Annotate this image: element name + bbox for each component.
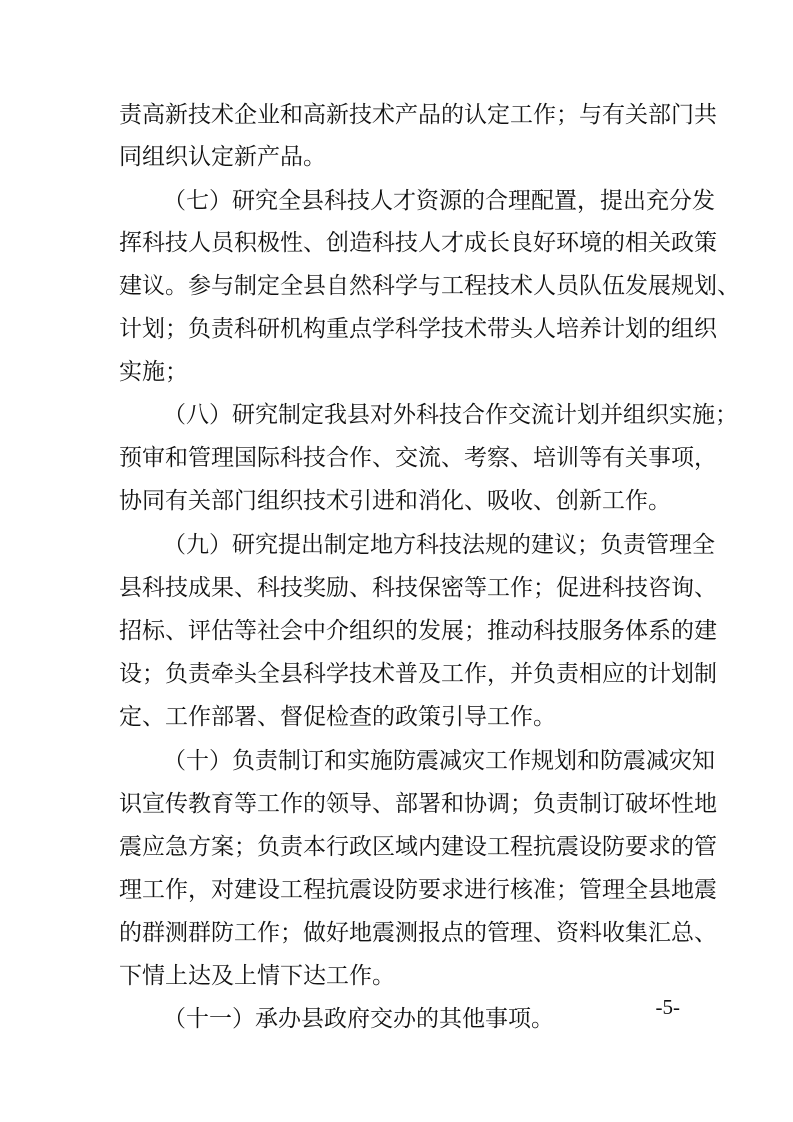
paragraph-start-line: （九）研究提出制定地方科技法规的建议；负责管理全 bbox=[163, 532, 715, 558]
text-line: 定、工作部署、督促检查的政策引导工作。 bbox=[119, 704, 556, 730]
paragraph-start-line: （七）研究全县科技人才资源的合理配置，提出充分发 bbox=[163, 188, 715, 214]
text-line: 挥科技人员积极性、创造科技人才成长良好环境的相关政策 bbox=[119, 230, 717, 256]
paragraph-start-line: （十一）承办县政府交办的其他事项。 bbox=[163, 1006, 554, 1032]
paragraph-start-line: （八）研究制定我县对外科技合作交流计划并组织实施； bbox=[163, 402, 738, 428]
text-line: 预审和管理国际科技合作、交流、考察、培训等有关事项， bbox=[119, 445, 717, 471]
text-line: 计划；负责科研机构重点学科学技术带头人培养计划的组织 bbox=[119, 316, 717, 342]
text-line: 设；负责牵头全县科学技术普及工作，并负责相应的计划制 bbox=[119, 661, 717, 687]
paragraph-start-line: （十）负责制订和实施防震减灾工作规划和防震减灾知 bbox=[163, 748, 715, 774]
text-line: 县科技成果、科技奖励、科技保密等工作；促进科技咨询、 bbox=[119, 575, 717, 601]
text-line: 同组织认定新产品。 bbox=[119, 144, 326, 170]
text-line: 实施； bbox=[119, 359, 188, 385]
text-line: 下情上达及上情下达工作。 bbox=[119, 963, 395, 989]
text-line: 识宣传教育等工作的领导、部署和协调；负责制订破坏性地 bbox=[119, 791, 717, 817]
text-line: 的群测群防工作；做好地震测报点的管理、资料收集汇总、 bbox=[119, 920, 717, 946]
text-line: 协同有关部门组织技术引进和消化、吸收、创新工作。 bbox=[119, 488, 671, 514]
page-number: -5- bbox=[655, 995, 680, 1019]
text-line: 责高新技术企业和高新技术产品的认定工作；与有关部门共 bbox=[119, 102, 717, 128]
text-line: 招标、评估等社会中介组织的发展；推动科技服务体系的建 bbox=[119, 618, 717, 644]
text-line: 震应急方案；负责本行政区域内建设工程抗震设防要求的管 bbox=[119, 834, 717, 860]
text-line: 建议。参与制定全县自然科学与工程技术人员队伍发展规划、 bbox=[119, 273, 740, 299]
text-line: 理工作，对建设工程抗震设防要求进行核准；管理全县地震 bbox=[119, 877, 717, 903]
